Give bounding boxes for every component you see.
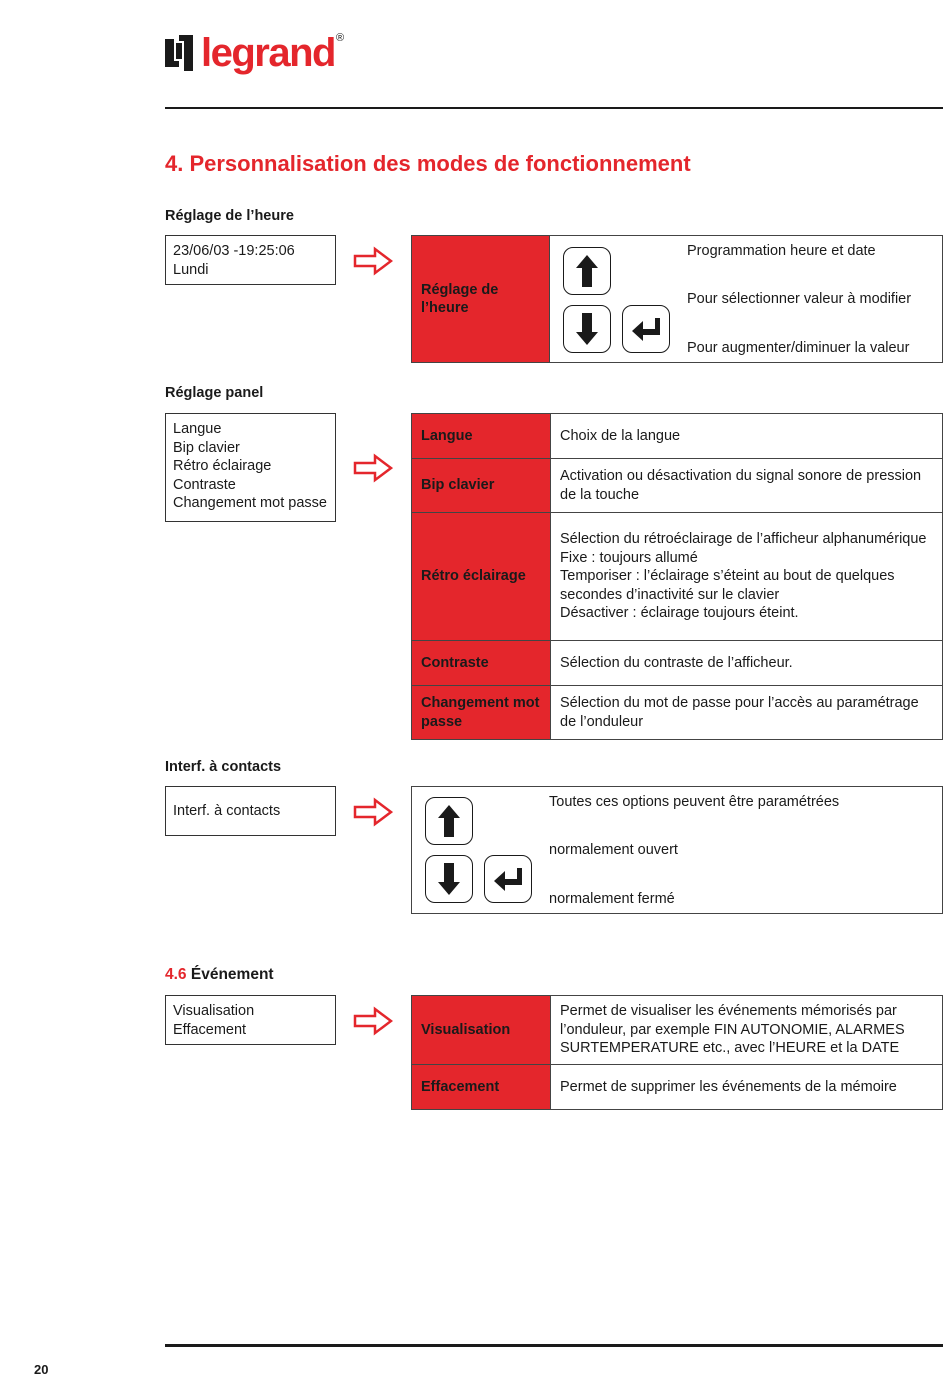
panel-desc-bip: Activation ou désactivation du signal sonore de pression de la touche <box>551 459 943 513</box>
arrow-up-key-icon <box>563 247 611 295</box>
section-label-panel: Réglage panel <box>165 385 264 401</box>
table-row <box>412 686 943 740</box>
heure-panel <box>411 235 943 363</box>
display-panel <box>165 413 336 522</box>
brand-name: legrand <box>201 31 335 75</box>
enter-key-icon <box>622 305 670 353</box>
panel-key-motpasse: Changement mot passe <box>412 686 551 740</box>
display-line: Changement mot passe <box>173 495 327 511</box>
section-title: Événement <box>190 966 274 983</box>
section-label-contacts: Interf. à contacts <box>165 759 282 775</box>
section-label-heure: Réglage de l’heure <box>165 208 294 224</box>
evenement-desc-effacement: Permet de supprimer les événements de la mémoire <box>551 1065 943 1110</box>
heure-line-3: Pour augmenter/diminuer la valeur <box>687 340 910 356</box>
heure-key-label: Réglage de l’heure <box>421 281 499 316</box>
brand-logo <box>165 30 344 76</box>
display-line: 23/06/03 -19:25:06 <box>173 243 295 259</box>
display-line: Interf. à contacts <box>173 802 281 819</box>
panel-desc-retro <box>551 513 943 641</box>
footer-rule <box>165 1344 943 1347</box>
table-row <box>412 459 943 513</box>
table-row <box>412 641 943 686</box>
red-outline-arrow-icon <box>353 453 393 483</box>
enter-key-icon <box>484 855 532 903</box>
section-heading-evenement <box>165 966 274 984</box>
red-outline-arrow-icon <box>353 1006 393 1036</box>
display-line: Langue <box>173 421 222 437</box>
table-row <box>412 414 943 459</box>
evenement-key-effacement: Effacement <box>412 1065 551 1110</box>
red-outline-arrow-icon <box>353 246 393 276</box>
registered-mark: ® <box>335 32 345 44</box>
retro-line: Désactiver : éclairage toujours éteint. <box>560 605 799 622</box>
panel-key-contraste: Contraste <box>412 641 551 686</box>
page-title: 4. Personnalisation des modes de fonctionnement <box>165 151 691 176</box>
display-evenement <box>165 995 336 1045</box>
panel-desc-motpasse: Sélection du mot de passe pour l’accès au paramétrage de l’onduleur <box>551 686 943 740</box>
display-line: Contraste <box>173 476 236 493</box>
display-line: Visualisation <box>173 1003 255 1019</box>
heure-line-1: Programmation heure et date <box>687 243 876 259</box>
table-row <box>412 1065 943 1110</box>
display-line: Rétro éclairage <box>173 458 272 474</box>
contacts-line-3: normalement fermé <box>549 891 675 907</box>
heure-key-cell <box>412 236 550 362</box>
display-contacts <box>165 786 336 836</box>
display-heure <box>165 235 336 285</box>
panel-key-langue: Langue <box>412 414 551 459</box>
display-line: Lundi <box>173 261 209 278</box>
red-outline-arrow-icon <box>353 797 393 827</box>
heure-line-2: Pour sélectionner valeur à modifier <box>687 291 912 307</box>
panel-key-retro: Rétro éclairage <box>412 513 551 641</box>
panel-key-bip: Bip clavier <box>412 459 551 513</box>
panel-desc-langue: Choix de la langue <box>551 414 943 459</box>
table-row <box>412 513 943 641</box>
retro-line: Sélection du rétroéclairage de l’afficheur alphanumérique <box>560 531 927 548</box>
evenement-table <box>411 995 943 1110</box>
evenement-desc-visualisation: Permet de visualiser les événements mémorisés par l’onduleur, par exemple FIN AUTONOMIE, ALARMES SURTEMPERATURE etc., avec l’HEURE et la DATE <box>551 996 943 1065</box>
arrow-down-key-icon <box>425 855 473 903</box>
arrow-down-key-icon <box>563 305 611 353</box>
table-row <box>412 996 943 1065</box>
contacts-line-2: normalement ouvert <box>549 842 678 858</box>
evenement-key-visualisation: Visualisation <box>412 996 551 1065</box>
arrow-up-key-icon <box>425 797 473 845</box>
retro-line: Fixe : toujours allumé <box>560 549 698 566</box>
panel-desc-contraste: Sélection du contraste de l’afficheur. <box>551 641 943 686</box>
section-number: 4.6 <box>165 966 187 983</box>
display-line: Bip clavier <box>173 439 240 456</box>
contacts-panel <box>411 786 943 914</box>
panel-table <box>411 413 943 740</box>
retro-line: Temporiser : l’éclairage s’éteint au bout de quelques secondes d’inactivité sur le clavier <box>560 568 895 603</box>
legrand-logo-icon <box>165 35 195 71</box>
contacts-line-1: Toutes ces options peuvent être paramétrées <box>549 794 840 810</box>
header-rule <box>165 107 943 109</box>
page-number: 20 <box>34 1362 49 1377</box>
display-line: Effacement <box>173 1021 247 1038</box>
